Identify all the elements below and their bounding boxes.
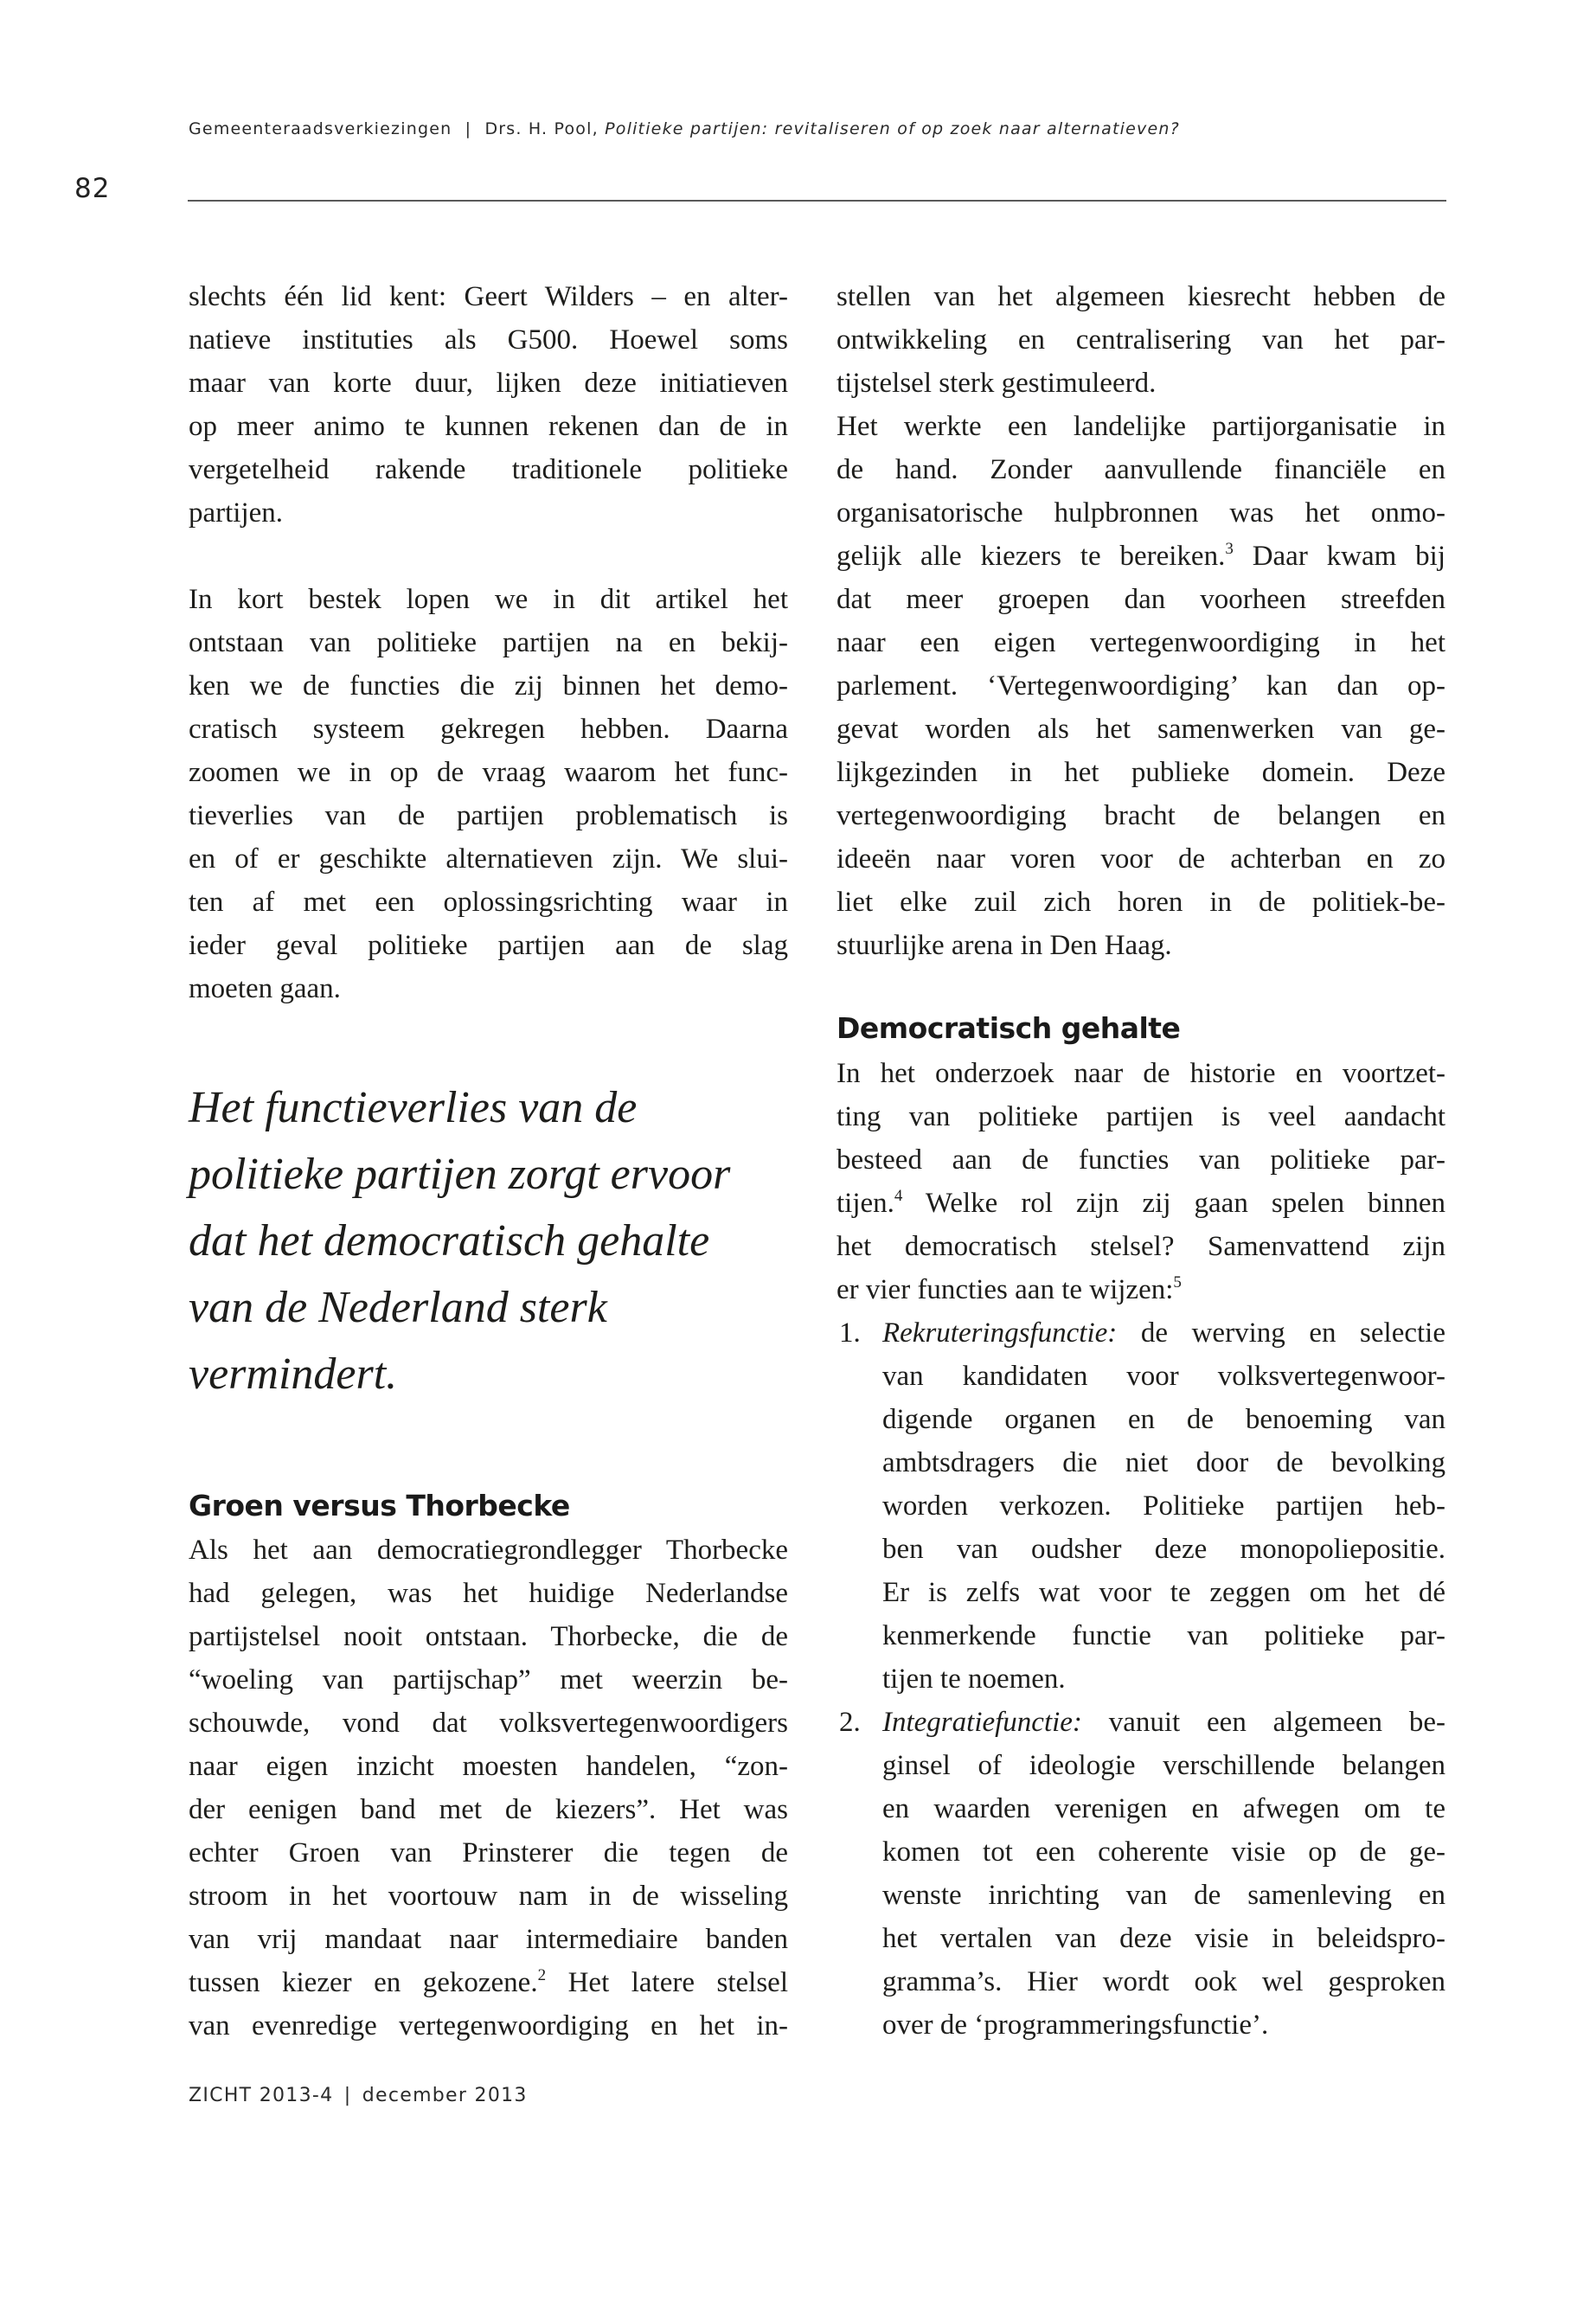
text-line: het vertalen van deze visie in beleidspro- [882,1923,1445,1954]
page-number: 82 [74,173,111,204]
text-line: van evenredige vertegenwoordiging en het in- [189,2010,788,2041]
text-line: zoomen we in op de vraag waarom het func- [189,757,788,788]
text-fragment: Het latere stelsel [567,1967,788,1998]
text-line: digende organen en de benoeming van [882,1404,1445,1435]
list-number: 2. [839,1707,861,1738]
footnote-ref[interactable]: 4 [894,1187,903,1205]
text-line [836,1268,1182,1311]
text-line: stroom in het voortouw nam in de wisseling [189,1881,788,1912]
text-line: gevat worden als het samenwerken van ge- [836,714,1445,745]
text-fragment: er vier functies aan te wijzen: [836,1274,1174,1305]
text-line: komen tot een coherente visie op de ge- [882,1836,1445,1868]
text-line: ting van politieke partijen is veel aandacht [836,1101,1445,1132]
author-name: Drs. H. Pool, [484,119,599,138]
text-line: ontstaan van politieke partijen na en bekij- [189,627,788,658]
text-line: der eenigen band met de kiezers”. Het was [189,1794,788,1825]
text-line: van vrij mandaat naar intermediaire banden [189,1924,788,1955]
list-number: 1. [839,1317,861,1349]
text-fragment: tijen. [836,1188,894,1219]
text-fragment: tussen kiezer en gekozene. [189,1967,538,1998]
text-line: partijen. [189,497,284,529]
text-line: gramma’s. Hier wordt ook wel gesproken [882,1966,1445,1997]
text-line: en of er geschikte alternatieven zijn. We slui- [189,843,788,875]
text-line: tijen te noemen. [882,1663,1066,1695]
footnote-ref[interactable]: 2 [537,1966,547,1984]
text-line: parlement. ‘Vertegenwoordiging’ kan dan op- [836,670,1445,702]
text-line: moeten gaan. [189,973,341,1004]
running-header [189,119,1180,138]
text-fragment: Welke rol zijn zij gaan spelen binnen [925,1188,1445,1219]
text-line [882,1311,1445,1355]
text-line: wenste inrichting van de samenleving en [882,1880,1445,1911]
pull-quote-line: dat het democratisch gehalte [189,1216,710,1266]
text-line: Als het aan democratiegrondlegger Thorbecke [189,1535,788,1566]
text-line: organisatorische hulpbronnen was het onmo- [836,497,1445,529]
text-line: stellen van het algemeen kiesrecht hebben de [836,281,1445,312]
text-line: vergetelheid rakende traditionele politieke [189,454,788,485]
text-line: In het onderzoek naar de historie en voortzet- [836,1058,1445,1089]
footnote-ref[interactable]: 3 [1225,540,1234,558]
text-line: tijstelsel sterk gestimuleerd. [836,368,1157,399]
journal-issue: ZICHT 2013-4 [189,2085,334,2106]
section-heading-groen-versus-thorbecke: Groen versus Thorbecke [189,1489,570,1522]
article-title: Politieke partijen: revitaliseren of op zoek naar alternatieven? [605,119,1180,138]
text-line: vertegenwoordiging bracht de belangen en [836,800,1445,831]
text-line: besteed aan de functies van politieke par- [836,1144,1445,1176]
text-line [189,1961,788,2004]
text-line: lijkgezinden in het publieke domein. Deze [836,757,1445,788]
text-line: maar van korte duur, lijken deze initiatieven [189,368,788,399]
text-line: echter Groen van Prinsterer die tegen de [189,1837,788,1868]
text-line [882,1701,1445,1744]
text-line: ontwikkeling en centralisering van het par- [836,324,1445,356]
text-line: “woeling van partijschap” met weerzin be- [189,1664,788,1695]
footnote-ref[interactable]: 5 [1173,1273,1182,1292]
pull-quote-line: van de Nederland sterk [189,1283,607,1332]
text-line: natieve instituties als G500. Hoewel soms [189,324,788,356]
text-line: over de ‘programmeringsfunctie’. [882,2009,1269,2041]
text-line: Er is zelfs wat voor te zeggen om het dé [882,1577,1445,1608]
pull-quote-line: vermindert. [189,1349,398,1399]
text-line: het democratisch stelsel? Samenvattend zijn [836,1231,1445,1262]
header-rule [188,200,1446,202]
text-fragment: de werving en selectie [1140,1317,1445,1349]
text-line: van kandidaten voor volksvertegenwoor- [882,1361,1445,1392]
text-line: ambtsdragers die niet door de bevolking [882,1447,1445,1478]
text-line: Het werkte een landelijke partijorganisatie in [836,411,1445,442]
list-term: Rekruteringsfunctie: [882,1317,1118,1349]
text-line: stuurlijke arena in Den Haag. [836,930,1172,961]
text-fragment: Daar kwam bij [1252,541,1446,572]
issue-date: december 2013 [362,2085,528,2106]
text-line: dat meer groepen dan voorheen streefden [836,584,1445,615]
text-line [836,1182,1445,1225]
text-line: schouwde, vond dat volksvertegenwoordigers [189,1708,788,1739]
page-footer [189,2085,528,2106]
footer-separator: | [343,2085,352,2106]
text-line: tieverlies van de partijen problematisch is [189,800,788,831]
section-name: Gemeenteraadsverkiezingen [189,119,452,138]
text-line: ten af met een oplossingsrichting waar in [189,887,788,918]
text-line: had gelegen, was het huidige Nederlandse [189,1578,788,1609]
header-separator: | [465,119,472,138]
text-line: liet elke zuil zich horen in de politiek-be- [836,887,1445,918]
text-line: In kort bestek lopen we in dit artikel het [189,584,788,615]
pull-quote-line: politieke partijen zorgt ervoor [189,1150,731,1199]
text-line: kenmerkende functie van politieke par- [882,1620,1445,1651]
text-line [836,535,1445,578]
text-line: naar een eigen vertegenwoordiging in het [836,627,1445,658]
text-line: ideeën naar voren voor de achterban en zo [836,843,1445,875]
list-term: Integratiefunctie: [882,1707,1082,1738]
text-line: cratisch systeem gekregen hebben. Daarna [189,714,788,745]
pull-quote-line: Het functieverlies van de [189,1083,638,1132]
text-line: ieder geval politieke partijen aan de slag [189,930,788,961]
text-line: op meer animo te kunnen rekenen dan de in [189,411,788,442]
text-line: ken we de functies die zij binnen het demo- [189,670,788,702]
text-line: naar eigen inzicht moesten handelen, “zon- [189,1751,788,1782]
text-line: en waarden verenigen en afwegen om te [882,1793,1445,1824]
text-line: de hand. Zonder aanvullende financiële en [836,454,1445,485]
text-line: slechts één lid kent: Geert Wilders – en alter- [189,281,788,312]
text-fragment: vanuit een algemeen be- [1108,1707,1445,1738]
text-line: partijstelsel nooit ontstaan. Thorbecke, die de [189,1621,788,1652]
text-line: worden verkozen. Politieke partijen heb- [882,1490,1445,1522]
section-heading-democratisch-gehalte: Democratisch gehalte [836,1011,1181,1045]
text-line: ginsel of ideologie verschillende belangen [882,1750,1445,1781]
text-line: ben van oudsher deze monopoliepositie. [882,1534,1445,1565]
text-fragment: gelijk alle kiezers te bereiken. [836,541,1226,572]
